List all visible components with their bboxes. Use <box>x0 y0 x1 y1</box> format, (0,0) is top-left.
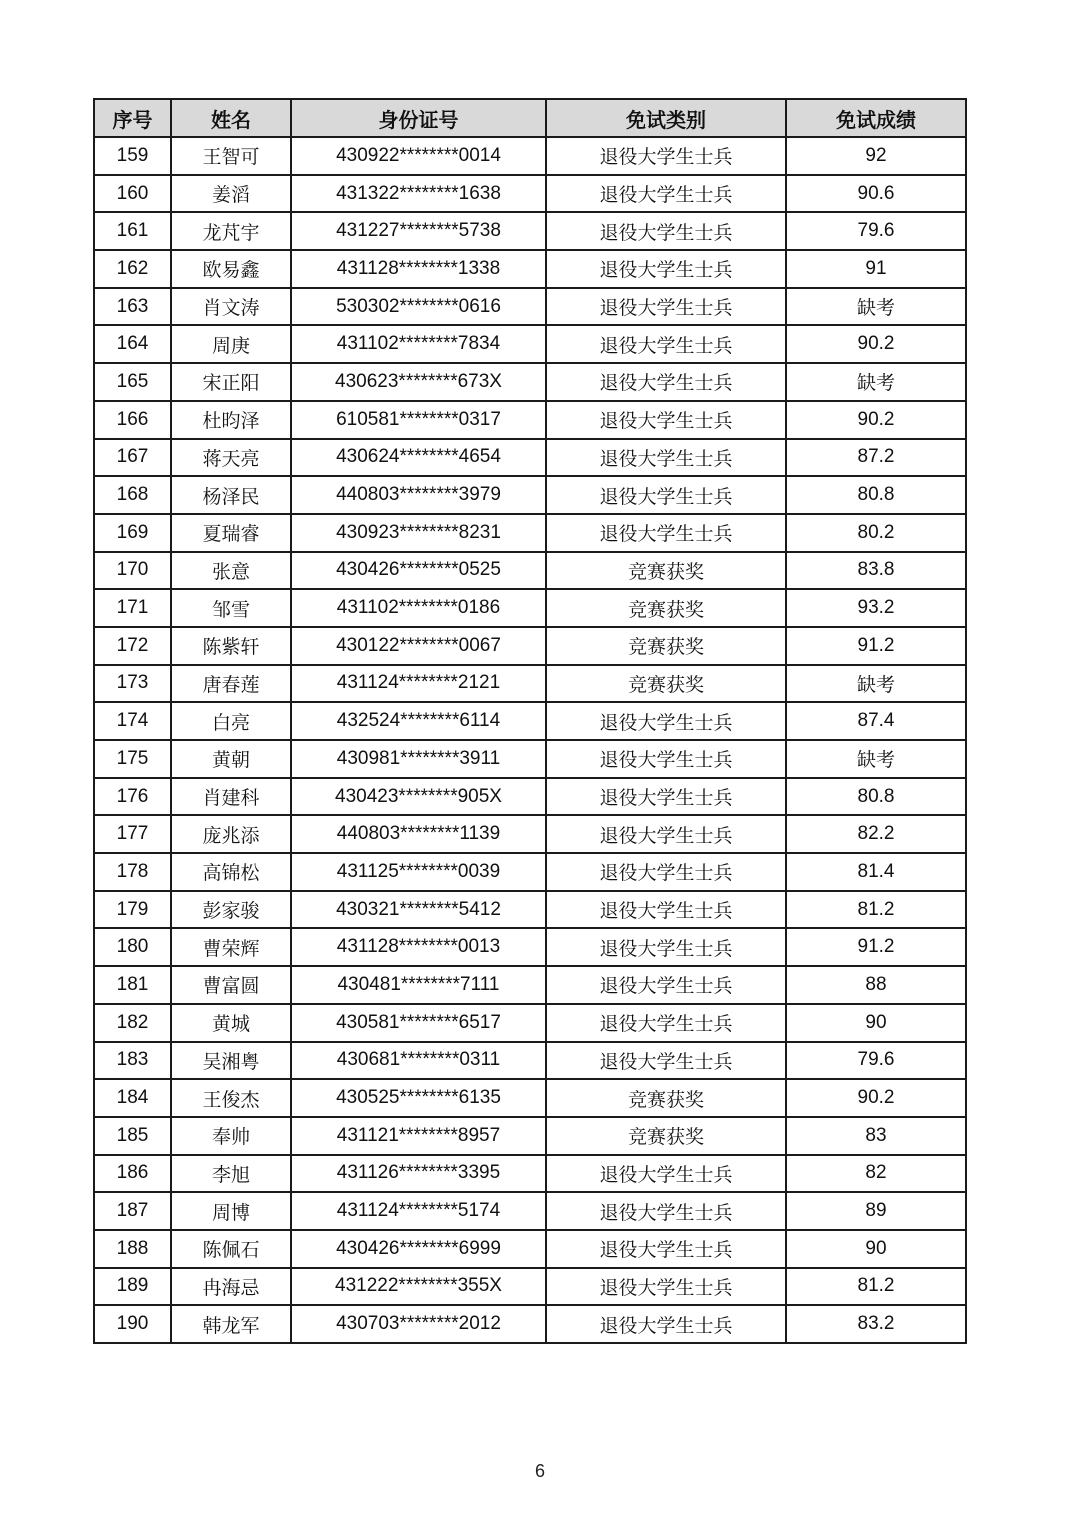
cell-name: 庞兆添 <box>171 815 291 853</box>
table-row <box>94 627 966 665</box>
cell-exemption-category: 退役大学生士兵 <box>546 137 786 175</box>
table-row <box>94 250 966 288</box>
cell-exemption-score: 79.6 <box>786 212 966 250</box>
table-row <box>94 137 966 175</box>
cell-seq: 171 <box>94 589 171 627</box>
cell-id-number: 431125********0039 <box>291 853 546 891</box>
cell-exemption-score: 81.4 <box>786 853 966 891</box>
table-row <box>94 778 966 816</box>
cell-seq: 176 <box>94 778 171 816</box>
header-seq: 序号 <box>94 99 171 137</box>
table-row <box>94 1155 966 1193</box>
cell-id-number: 432524********6114 <box>291 702 546 740</box>
cell-exemption-category: 退役大学生士兵 <box>546 212 786 250</box>
cell-seq: 164 <box>94 325 171 363</box>
cell-seq: 177 <box>94 815 171 853</box>
cell-exemption-score: 80.2 <box>786 514 966 552</box>
cell-name: 白亮 <box>171 702 291 740</box>
cell-id-number: 431126********3395 <box>291 1155 546 1193</box>
table-row <box>94 665 966 703</box>
cell-seq: 167 <box>94 439 171 477</box>
cell-exemption-score: 92 <box>786 137 966 175</box>
cell-exemption-category: 竞赛获奖 <box>546 627 786 665</box>
cell-seq: 189 <box>94 1268 171 1306</box>
cell-exemption-category: 退役大学生士兵 <box>546 740 786 778</box>
cell-seq: 159 <box>94 137 171 175</box>
cell-name: 奉帅 <box>171 1117 291 1155</box>
cell-name: 杜昀泽 <box>171 401 291 439</box>
table-row <box>94 1268 966 1306</box>
cell-seq: 172 <box>94 627 171 665</box>
cell-exemption-category: 退役大学生士兵 <box>546 891 786 929</box>
cell-exemption-score: 90.2 <box>786 401 966 439</box>
cell-exemption-category: 退役大学生士兵 <box>546 966 786 1004</box>
cell-id-number: 430426********6999 <box>291 1230 546 1268</box>
cell-id-number: 430681********0311 <box>291 1042 546 1080</box>
cell-exemption-category: 竞赛获奖 <box>546 1117 786 1155</box>
cell-exemption-category: 退役大学生士兵 <box>546 439 786 477</box>
cell-exemption-category: 退役大学生士兵 <box>546 853 786 891</box>
table-row <box>94 1192 966 1230</box>
cell-seq: 183 <box>94 1042 171 1080</box>
table-row <box>94 288 966 326</box>
cell-exemption-score: 90.2 <box>786 325 966 363</box>
cell-seq: 168 <box>94 476 171 514</box>
cell-exemption-category: 竞赛获奖 <box>546 665 786 703</box>
table-row <box>94 514 966 552</box>
cell-name: 王智可 <box>171 137 291 175</box>
cell-id-number: 430981********3911 <box>291 740 546 778</box>
table-header-row <box>94 99 966 137</box>
table-row <box>94 552 966 590</box>
cell-exemption-score: 缺考 <box>786 288 966 326</box>
cell-id-number: 430623********673X <box>291 363 546 401</box>
cell-name: 王俊杰 <box>171 1079 291 1117</box>
cell-seq: 162 <box>94 250 171 288</box>
cell-exemption-score: 83.8 <box>786 552 966 590</box>
cell-exemption-category: 退役大学生士兵 <box>546 1305 786 1343</box>
table-body <box>94 137 966 1343</box>
cell-id-number: 431124********5174 <box>291 1192 546 1230</box>
cell-exemption-category: 退役大学生士兵 <box>546 1230 786 1268</box>
cell-seq: 178 <box>94 853 171 891</box>
table-row <box>94 1079 966 1117</box>
cell-name: 黄朝 <box>171 740 291 778</box>
table-row <box>94 928 966 966</box>
cell-name: 彭家骏 <box>171 891 291 929</box>
cell-seq: 190 <box>94 1305 171 1343</box>
cell-exemption-category: 退役大学生士兵 <box>546 1192 786 1230</box>
table-row <box>94 966 966 1004</box>
cell-name: 周庚 <box>171 325 291 363</box>
cell-name: 杨泽民 <box>171 476 291 514</box>
cell-name: 姜滔 <box>171 175 291 213</box>
cell-exemption-category: 退役大学生士兵 <box>546 702 786 740</box>
cell-seq: 181 <box>94 966 171 1004</box>
table-row <box>94 476 966 514</box>
cell-id-number: 431128********0013 <box>291 928 546 966</box>
cell-id-number: 430321********5412 <box>291 891 546 929</box>
cell-exemption-category: 退役大学生士兵 <box>546 815 786 853</box>
cell-exemption-score: 缺考 <box>786 740 966 778</box>
cell-name: 韩龙军 <box>171 1305 291 1343</box>
page-number: 6 <box>534 1461 545 1481</box>
cell-id-number: 430923********8231 <box>291 514 546 552</box>
cell-name: 冉海忌 <box>171 1268 291 1306</box>
cell-exemption-category: 退役大学生士兵 <box>546 1268 786 1306</box>
cell-id-number: 430581********6517 <box>291 1004 546 1042</box>
cell-name: 宋正阳 <box>171 363 291 401</box>
header-name: 姓名 <box>171 99 291 137</box>
table-row <box>94 1117 966 1155</box>
table-row <box>94 702 966 740</box>
cell-exemption-score: 80.8 <box>786 476 966 514</box>
cell-id-number: 440803********3979 <box>291 476 546 514</box>
cell-exemption-score: 89 <box>786 1192 966 1230</box>
cell-name: 曹荣辉 <box>171 928 291 966</box>
cell-seq: 186 <box>94 1155 171 1193</box>
cell-id-number: 430922********0014 <box>291 137 546 175</box>
cell-id-number: 431124********2121 <box>291 665 546 703</box>
cell-exemption-score: 87.2 <box>786 439 966 477</box>
cell-exemption-category: 退役大学生士兵 <box>546 288 786 326</box>
cell-id-number: 431128********1338 <box>291 250 546 288</box>
header-id-number: 身份证号 <box>291 99 546 137</box>
cell-exemption-category: 退役大学生士兵 <box>546 325 786 363</box>
cell-exemption-category: 退役大学生士兵 <box>546 778 786 816</box>
header-exemption-score: 免试成绩 <box>786 99 966 137</box>
table-row <box>94 439 966 477</box>
cell-exemption-category: 退役大学生士兵 <box>546 476 786 514</box>
cell-id-number: 430122********0067 <box>291 627 546 665</box>
cell-exemption-category: 退役大学生士兵 <box>546 401 786 439</box>
table-row <box>94 891 966 929</box>
cell-seq: 187 <box>94 1192 171 1230</box>
cell-exemption-score: 83.2 <box>786 1305 966 1343</box>
cell-id-number: 530302********0616 <box>291 288 546 326</box>
cell-exemption-category: 退役大学生士兵 <box>546 514 786 552</box>
cell-exemption-category: 竞赛获奖 <box>546 1079 786 1117</box>
cell-name: 李旭 <box>171 1155 291 1193</box>
table-row <box>94 401 966 439</box>
cell-exemption-category: 竞赛获奖 <box>546 552 786 590</box>
table-row <box>94 363 966 401</box>
cell-exemption-score: 93.2 <box>786 589 966 627</box>
cell-name: 周博 <box>171 1192 291 1230</box>
cell-exemption-score: 81.2 <box>786 891 966 929</box>
header-exemption-category: 免试类别 <box>546 99 786 137</box>
cell-seq: 174 <box>94 702 171 740</box>
cell-seq: 188 <box>94 1230 171 1268</box>
cell-exemption-category: 退役大学生士兵 <box>546 1042 786 1080</box>
cell-exemption-score: 80.8 <box>786 778 966 816</box>
cell-name: 唐春莲 <box>171 665 291 703</box>
cell-id-number: 430525********6135 <box>291 1079 546 1117</box>
cell-seq: 160 <box>94 175 171 213</box>
cell-exemption-score: 87.4 <box>786 702 966 740</box>
cell-seq: 161 <box>94 212 171 250</box>
cell-id-number: 431121********8957 <box>291 1117 546 1155</box>
cell-exemption-score: 90 <box>786 1004 966 1042</box>
cell-id-number: 430426********0525 <box>291 552 546 590</box>
cell-seq: 184 <box>94 1079 171 1117</box>
cell-name: 曹富圆 <box>171 966 291 1004</box>
cell-name: 吴湘粤 <box>171 1042 291 1080</box>
cell-name: 黄城 <box>171 1004 291 1042</box>
cell-seq: 180 <box>94 928 171 966</box>
cell-id-number: 431227********5738 <box>291 212 546 250</box>
cell-name: 肖文涛 <box>171 288 291 326</box>
cell-exemption-score: 88 <box>786 966 966 1004</box>
cell-exemption-score: 91.2 <box>786 627 966 665</box>
cell-exemption-score: 90.6 <box>786 175 966 213</box>
cell-id-number: 430423********905X <box>291 778 546 816</box>
cell-name: 肖建科 <box>171 778 291 816</box>
cell-seq: 179 <box>94 891 171 929</box>
cell-id-number: 431322********1638 <box>291 175 546 213</box>
cell-id-number: 430624********4654 <box>291 439 546 477</box>
cell-seq: 185 <box>94 1117 171 1155</box>
cell-name: 高锦松 <box>171 853 291 891</box>
table-row <box>94 212 966 250</box>
table-row <box>94 1042 966 1080</box>
cell-seq: 175 <box>94 740 171 778</box>
cell-exemption-score: 91 <box>786 250 966 288</box>
cell-id-number: 430481********7111 <box>291 966 546 1004</box>
cell-exemption-score: 82 <box>786 1155 966 1193</box>
cell-seq: 169 <box>94 514 171 552</box>
cell-exemption-score: 缺考 <box>786 665 966 703</box>
cell-id-number: 431102********0186 <box>291 589 546 627</box>
cell-exemption-category: 退役大学生士兵 <box>546 175 786 213</box>
cell-exemption-category: 退役大学生士兵 <box>546 928 786 966</box>
cell-name: 欧易鑫 <box>171 250 291 288</box>
table-row <box>94 815 966 853</box>
cell-name: 张意 <box>171 552 291 590</box>
cell-exemption-category: 竞赛获奖 <box>546 589 786 627</box>
cell-seq: 163 <box>94 288 171 326</box>
cell-id-number: 430703********2012 <box>291 1305 546 1343</box>
cell-id-number: 440803********1139 <box>291 815 546 853</box>
cell-exemption-score: 91.2 <box>786 928 966 966</box>
table-row <box>94 1004 966 1042</box>
table-row <box>94 325 966 363</box>
cell-id-number: 431102********7834 <box>291 325 546 363</box>
cell-exemption-score: 83 <box>786 1117 966 1155</box>
cell-exemption-category: 退役大学生士兵 <box>546 363 786 401</box>
table-row <box>94 175 966 213</box>
cell-seq: 166 <box>94 401 171 439</box>
cell-name: 龙芃宇 <box>171 212 291 250</box>
cell-seq: 182 <box>94 1004 171 1042</box>
cell-exemption-score: 79.6 <box>786 1042 966 1080</box>
cell-name: 陈佩石 <box>171 1230 291 1268</box>
cell-name: 陈紫轩 <box>171 627 291 665</box>
cell-id-number: 431222********355X <box>291 1268 546 1306</box>
cell-exemption-category: 退役大学生士兵 <box>546 1155 786 1193</box>
exemption-score-table <box>93 98 967 1344</box>
table-row <box>94 1230 966 1268</box>
cell-name: 夏瑞睿 <box>171 514 291 552</box>
cell-exemption-score: 90 <box>786 1230 966 1268</box>
table-row <box>94 589 966 627</box>
cell-exemption-score: 90.2 <box>786 1079 966 1117</box>
cell-exemption-category: 退役大学生士兵 <box>546 250 786 288</box>
cell-seq: 170 <box>94 552 171 590</box>
cell-exemption-score: 81.2 <box>786 1268 966 1306</box>
cell-name: 邹雪 <box>171 589 291 627</box>
cell-exemption-category: 退役大学生士兵 <box>546 1004 786 1042</box>
cell-seq: 165 <box>94 363 171 401</box>
cell-name: 蒋天亮 <box>171 439 291 477</box>
table-row <box>94 740 966 778</box>
table-row <box>94 1305 966 1343</box>
table-row <box>94 853 966 891</box>
cell-exemption-score: 缺考 <box>786 363 966 401</box>
cell-exemption-score: 82.2 <box>786 815 966 853</box>
cell-id-number: 610581********0317 <box>291 401 546 439</box>
cell-seq: 173 <box>94 665 171 703</box>
